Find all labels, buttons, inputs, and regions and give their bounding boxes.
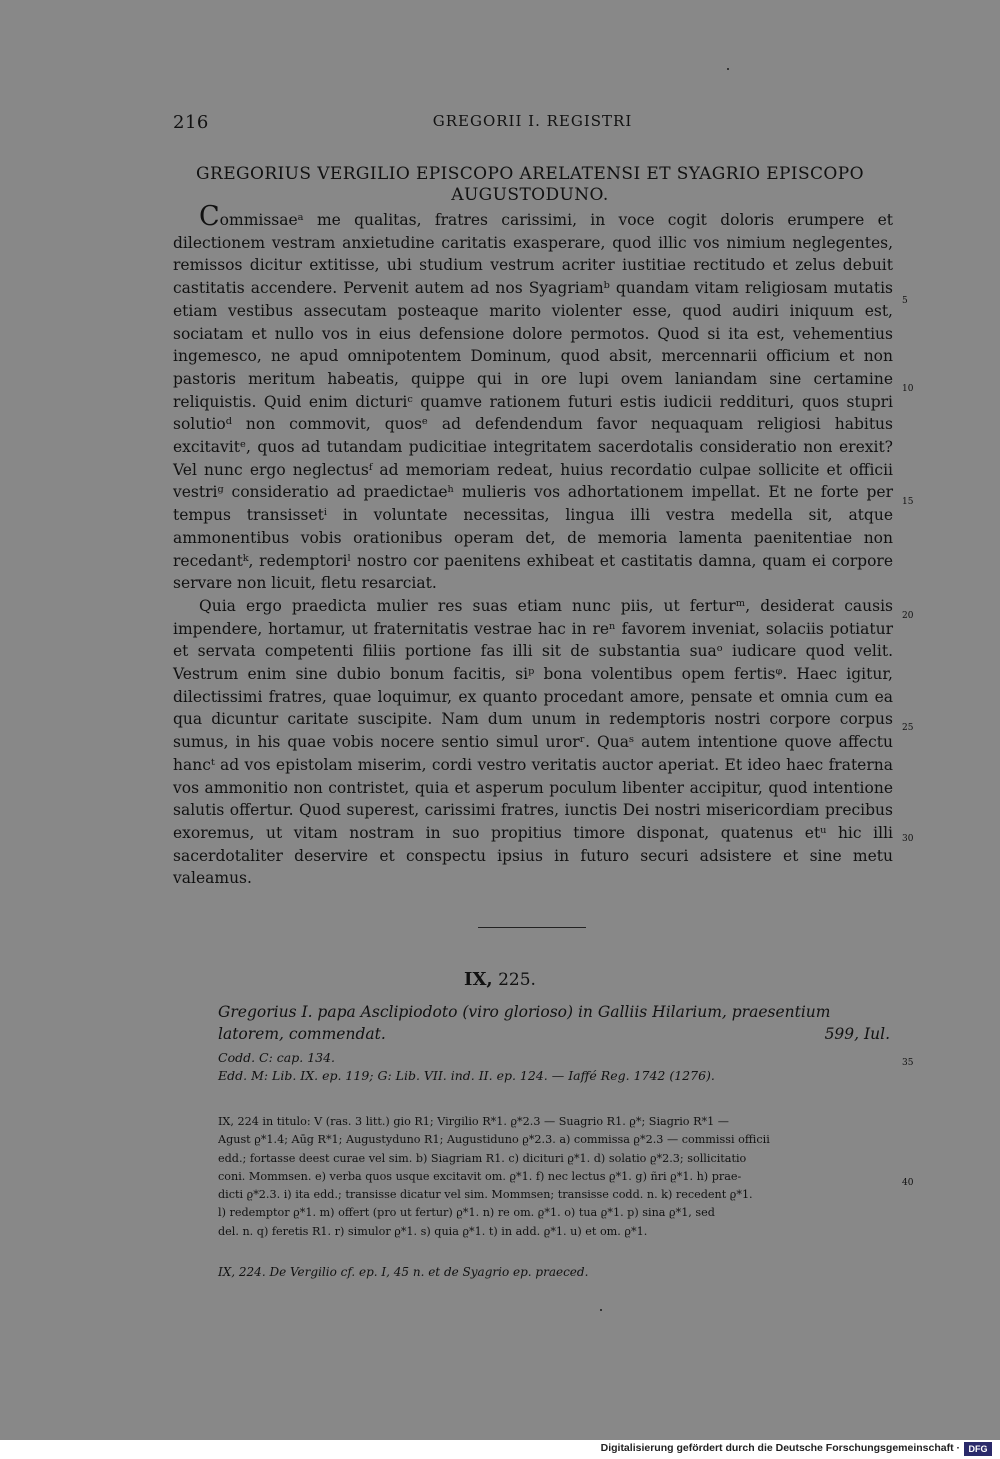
letter-summary <box>218 1001 890 1045</box>
editions-line: Edd. M: Lib. IX. ep. 119; G: Lib. VII. ind. II. ep. 124. — Iaffé Reg. 1742 (1276). <box>218 1068 715 1083</box>
codices-line: Codd. C: cap. 134. <box>218 1050 336 1065</box>
section-prefix: IX, <box>464 969 493 990</box>
letter-heading: GREGORIUS VERGILIO EPISCOPO ARELATENSI ET SYAGRIO EPISCOPO AUGUSTODUNO. <box>196 164 864 205</box>
section-number <box>0 969 1000 990</box>
apparatus-line: Agust ϱ*1.4; Aūg R*1; Augustyduno R1; Augustiduno ϱ*2.3. a) commissa ϱ*2.3 — commissi officii <box>218 1133 770 1147</box>
line-number: 5 <box>902 296 908 306</box>
footer-bar <box>0 1440 1000 1459</box>
paragraph-2-text: Quia ergo praedicta mulier res suas etiam nunc piis, ut ferturᵐ, desiderat causis impendere, hortamur, ut fraternitatis vestrae hac in reⁿ favorem inveniat, solaciis potiatur et servata competenti filiis portione fas illi sit de substantia suaᵒ iudicare quod velit. Vestrum enim sine dubio bonum facitis, siᵖ bona volentibus opem fertisᵠ. Haec igitur, dilectissimi fratres, quae loquimur, ex quanto procedant amore, pensate et omnia cum ea qua dicuntur caritate suscipite. Nam dum unum in redemptoris nostri corpore corpus sumus, in his quae vobis nocere sentio simul urorʳ. Quaˢ autem intentione quove affectu hancᵗ ad vos epistolam miserim, cordi vestro veritatis auctor aperiat. Et ideo haec fraterna vos ammonitio non contristet, quia et asperum poculum libenter accipitur, quod intentione salutis offertur. Quod superest, carissimi fratres, iunctis Dei nostri misericordiam precibus exoremus, ut vitam nostram in suo propitius timore disponat, quatenus etᵘ hic illi sacerdotaliter deservire et conspectu ipsius in futuro securi adsistere et sine metu valeamus. <box>173 596 893 888</box>
apparatus-line: del. n. q) feretis R1. r) simulor ϱ*1. s) quia ϱ*1. t) in add. ϱ*1. u) et om. ϱ*1. <box>218 1224 648 1238</box>
apparatus-line: coni. Mommsen. e) verba quos usque excitavit om. ϱ*1. f) nec lectus ϱ*1. g) ñri ϱ*1. h) prae- <box>218 1169 742 1183</box>
line-number: 15 <box>902 497 914 507</box>
running-title: GREGORII I. REGISTRI <box>432 112 633 130</box>
line-number: 25 <box>902 723 914 733</box>
section-divider <box>478 927 586 928</box>
line-number: 20 <box>902 611 914 621</box>
running-head <box>173 112 892 136</box>
apparatus-line: l) redemptor ϱ*1. m) offert (pro ut fertur) ϱ*1. n) re om. ϱ*1. o) tua ϱ*1. p) sina ϱ*1, sed <box>218 1206 715 1220</box>
scan-speck <box>600 1309 602 1311</box>
letter-paragraph-1 <box>173 201 893 595</box>
drop-cap: C <box>199 201 220 232</box>
apparatus-line: IX, 224 in titulo: V (ras. 3 litt.) gio R1; Virgilio R*1. ϱ*2.3 — Suagrio R1. ϱ*; Siagrio R*1 — <box>218 1115 729 1128</box>
summary-text: Gregorius I. papa Asclipiodoto (viro glorioso) in Galliis Hilarium, praesentium latorem, commendat. <box>218 1003 831 1043</box>
historical-note: IX, 224. De Vergilio cf. ep. I, 45 n. et de Syagrio ep. praeced. <box>218 1265 589 1279</box>
line-number: 30 <box>902 834 914 844</box>
paragraph-1-text: ommissaeᵃ me qualitas, fratres carissimi, in voce cogit doloris erumpere et dilectionem vestram anxietudine caritatis exasperare, quod illic vos nimium neglegentes, remissos dicitur extitisse, ubi studium vestrum acriter iustitiae rectitudo et zelus debuit castitatis accendere. Pervenit autem ad nos Syagriamᵇ quandam vitam religiosam mutatis etiam vestibus assecutam posteaque marito violenter esse, quod audiri iniquum est, sociatam et nullo vos in eius defensione dolore permotos. Quod si ita est, vehementius ingemesco, ne apud omnipotentem Dominum, quod absit, mercennarii officium et non pastoris meritum habeatis, quippe qui in ore lupi ovem laniandam sine certamine reliquistis. Quid enim dicturiᶜ quamve rationem futuri estis iudicii reddituri, quos stupri solutioᵈ non commovit, quosᵉ ad defendendum favor nequaquam religiosi habitus excitavitᵉ, quos ad tutandam pudicitiae integritatem sacerdotalis consideratio non erexit? Vel nunc ergo neglectusᶠ ad memoriam redeat, huius recordatio culpae sollicite et officii vestriᵍ consideratio ad praedictaeʰ mulieris vos adhortationem impellat. Et ne forte per tempus transissetⁱ in voluntate necessitas, lingua illi vestra medella sit, atque ammonentibus vobis orationibus operam det, de memoria lamenta paenitentiae non recedantᵏ, redemptoriˡ nostro cor paenitens exhibeat et castitatis damna, quam ei corpore servare non licuit, fletu resarciat. <box>173 211 893 593</box>
critical-apparatus <box>218 1113 893 1241</box>
scan-speck <box>727 68 729 70</box>
page-number: 216 <box>173 112 209 133</box>
dfg-logo[interactable]: DFG <box>964 1442 992 1456</box>
line-number: 10 <box>902 384 914 394</box>
summary-date: 599, Iul. <box>824 1025 890 1043</box>
letter-paragraph-2 <box>173 595 893 890</box>
sources <box>218 1049 890 1085</box>
apparatus-line: edd.; fortasse deest curae vel sim. b) Siagriam R1. c) dicituri ϱ*1. d) solatio ϱ*2.3; sollicitatio <box>218 1151 747 1165</box>
line-number: 35 <box>902 1058 914 1068</box>
funding-text: Digitalisierung gefördert durch die Deutsche Forschungsgemeinschaft · <box>600 1442 960 1454</box>
apparatus-line: dicti ϱ*2.3. i) ita edd.; transisse dicatur vel sim. Mommsen; transisse codd. n. k) recedent ϱ*1. <box>218 1188 753 1202</box>
line-number: 40 <box>902 1178 914 1188</box>
letter-body <box>173 201 893 890</box>
section-number-value: 225. <box>498 970 536 990</box>
